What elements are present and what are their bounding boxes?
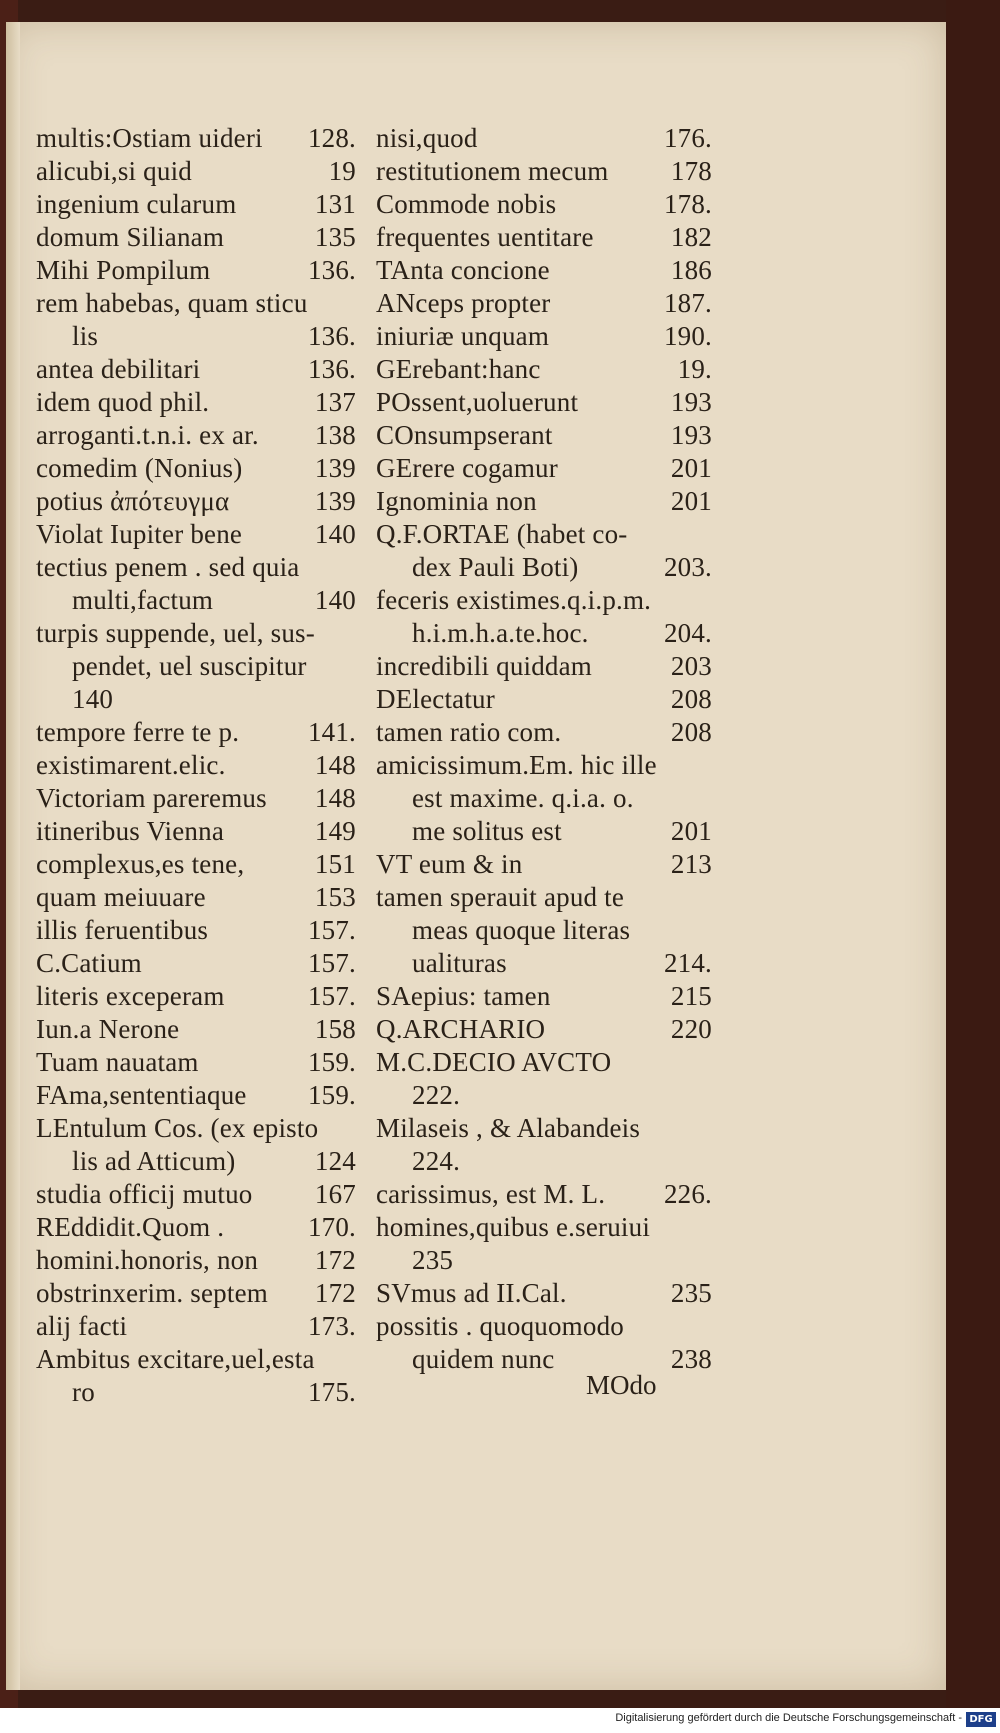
entry-text: Commode nobis (376, 189, 557, 219)
entry-text: TAnta concione (376, 255, 550, 285)
entry-page-number: 214. (663, 948, 712, 978)
entry-page-number: 19. (677, 354, 712, 384)
entry-text: itineribus Vienna (36, 816, 224, 846)
entry-text: quam meiuuare (36, 882, 206, 912)
index-entry (36, 386, 356, 419)
entry-page-number: 172 (314, 1245, 356, 1275)
entry-text: Mihi Pompilum (36, 255, 211, 285)
index-entry (36, 584, 356, 617)
index-entry (376, 716, 712, 749)
index-entry (36, 254, 356, 287)
entry-page-number: 153 (314, 882, 356, 912)
entry-text: ANceps propter (376, 288, 551, 318)
entry-text: tamen sperauit apud te (376, 882, 625, 912)
entry-text: SAepius: tamen (376, 981, 551, 1011)
entry-page-number: 193 (670, 387, 712, 417)
entry-page-number: 203. (663, 552, 712, 582)
entry-page-number: 201 (670, 486, 712, 516)
page-gutter (6, 22, 20, 1690)
index-entry (36, 518, 356, 551)
index-entry (36, 1211, 356, 1244)
index-entry (376, 1211, 712, 1244)
index-entry (36, 353, 356, 386)
index-entry (36, 1112, 356, 1145)
entry-text: LEntulum Cos. (ex episto (36, 1113, 319, 1143)
index-entry (376, 419, 712, 452)
entry-text: complexus,es tene, (36, 849, 245, 879)
entry-text: est maxime. q.i.a. o. (412, 783, 634, 813)
entry-text: domum Silianam (36, 222, 225, 252)
entry-page-number: 149 (314, 816, 356, 846)
index-entry (376, 485, 712, 518)
entry-text: amicissimum.Em. hic ille (376, 750, 657, 780)
entry-text: quidem nunc (412, 1344, 555, 1374)
entry-page-number: 157. (307, 948, 356, 978)
entry-page-number: 190. (663, 321, 712, 351)
entry-text: ro (72, 1377, 95, 1407)
entry-text: tamen ratio com. (376, 717, 562, 747)
entry-page-number: 148 (314, 750, 356, 780)
entry-page-number: 159. (307, 1080, 356, 1110)
index-entry (36, 221, 356, 254)
index-entry (376, 1079, 712, 1112)
entry-page-number: 140 (314, 585, 356, 615)
index-entry (376, 1277, 712, 1310)
entry-text: lis (72, 321, 99, 351)
entry-text: incredibili quiddam (376, 651, 593, 681)
entry-text: Q.ARCHARIO (376, 1014, 546, 1044)
entry-page-number: 172 (314, 1278, 356, 1308)
entry-page-number: 148 (314, 783, 356, 813)
index-entry (376, 980, 712, 1013)
index-entry (36, 1178, 356, 1211)
index-entry (376, 1145, 712, 1178)
index-entry (376, 1112, 712, 1145)
index-entry (36, 914, 356, 947)
entry-text: arroganti.t.n.i. ex ar. (36, 420, 259, 450)
entry-text: SVmus ad II.Cal. (376, 1278, 567, 1308)
entry-page-number: 215 (670, 981, 712, 1011)
entry-text: potius ἀπότευγμα (36, 486, 230, 516)
entry-text: nisi,quod (376, 123, 478, 153)
entry-page-number: 139 (314, 486, 356, 516)
index-entry (36, 485, 356, 518)
entry-text: restitutionem mecum (376, 156, 609, 186)
entry-text: illis feruentibus (36, 915, 209, 945)
entry-page-number: 19 (328, 156, 356, 186)
entry-page-number: 208 (670, 717, 712, 747)
entry-page-number: 238 (670, 1344, 712, 1374)
entry-text: alicubi,si quid (36, 156, 192, 186)
entry-text: alij facti (36, 1311, 128, 1341)
entry-text: obstrinxerim. septem (36, 1278, 268, 1308)
entry-text: lis ad Atticum) (72, 1146, 236, 1176)
index-entry (36, 1244, 356, 1277)
index-entry (376, 551, 712, 584)
entry-text: FAma,sententiaque (36, 1080, 247, 1110)
entry-page-number: 220 (670, 1014, 712, 1044)
entry-text: GErere cogamur (376, 453, 558, 483)
index-entry (36, 716, 356, 749)
entry-text: Iun.a Nerone (36, 1014, 180, 1044)
index-entry (376, 221, 712, 254)
entry-text: dex Pauli Boti) (412, 552, 579, 582)
entry-page-number: 157. (307, 981, 356, 1011)
entry-text: Violat Iupiter bene (36, 519, 243, 549)
entry-page-number: 226. (663, 1179, 712, 1209)
index-entry (36, 287, 356, 320)
entry-text: carissimus, est M. L. (376, 1179, 606, 1209)
entry-text: turpis suppende, uel, sus- (36, 618, 315, 648)
entry-page-number: 157. (307, 915, 356, 945)
index-column-left (36, 122, 356, 1409)
dfg-logo: DFG (966, 1712, 996, 1727)
index-entry (376, 1046, 712, 1079)
index-entry (36, 815, 356, 848)
entry-page-number: 201 (670, 453, 712, 483)
index-entry (36, 650, 356, 683)
entry-text: Victoriam pareremus (36, 783, 267, 813)
entry-page-number: 128. (307, 123, 356, 153)
index-entry (376, 155, 712, 188)
entry-page-number: 141. (307, 717, 356, 747)
index-entry (36, 1343, 356, 1376)
entry-text: homini.honoris, non (36, 1245, 259, 1275)
entry-text: multi,factum (72, 585, 214, 615)
entry-text: Ambitus excitare,uel,esta (36, 1344, 315, 1374)
entry-page-number: 159. (307, 1047, 356, 1077)
index-entry (376, 353, 712, 386)
entry-text: existimarent.elic. (36, 750, 226, 780)
entry-text: 235 (412, 1245, 454, 1275)
index-entry (376, 815, 712, 848)
entry-text: ualituras (412, 948, 507, 978)
entry-page-number: 167 (314, 1179, 356, 1209)
entry-text: literis exceperam (36, 981, 225, 1011)
entry-page-number: 131 (314, 189, 356, 219)
index-entry (36, 188, 356, 221)
entry-text: idem quod phil. (36, 387, 210, 417)
index-entry (36, 1277, 356, 1310)
index-entry (376, 683, 712, 716)
entry-text: h.i.m.h.a.te.hoc. (412, 618, 589, 648)
entry-text: me solitus est (412, 816, 562, 846)
index-entry (36, 419, 356, 452)
index-entry (376, 1310, 712, 1343)
index-entry (376, 617, 712, 650)
entry-text: M.C.DECIO AVCTO (376, 1047, 612, 1077)
entry-page-number: 136. (307, 321, 356, 351)
entry-text: feceris existimes.q.i.p.m. (376, 585, 652, 615)
scan-background-right (946, 0, 1000, 1733)
entry-page-number: 140 (314, 519, 356, 549)
index-entry (376, 320, 712, 353)
entry-page-number: 139 (314, 453, 356, 483)
entry-text: studia officij mutuo (36, 1179, 253, 1209)
index-entry (36, 980, 356, 1013)
entry-text: COnsumpserant (376, 420, 553, 450)
entry-text: possitis . quoquomodo (376, 1311, 624, 1341)
entry-page-number: 135 (314, 222, 356, 252)
entry-page-number: 178 (670, 156, 712, 186)
funding-note: Digitalisierung gefördert durch die Deutsche Forschungsgemeinschaft - (615, 1712, 962, 1724)
entry-page-number: 235 (670, 1278, 712, 1308)
index-entry (376, 881, 712, 914)
entry-text: frequentes uentitare (376, 222, 594, 252)
entry-text: tectius penem . sed quia (36, 552, 300, 582)
entry-text: multis:Ostiam uideri (36, 123, 263, 153)
index-entry (376, 914, 712, 947)
index-entry (36, 881, 356, 914)
index-entry (36, 947, 356, 980)
entry-text: DElectatur (376, 684, 495, 714)
entry-text: ingenium cularum (36, 189, 237, 219)
entry-text: GErebant:hanc (376, 354, 541, 384)
index-entry (376, 518, 712, 551)
entry-page-number: 124 (314, 1146, 356, 1176)
entry-page-number: 170. (307, 1212, 356, 1242)
entry-page-number: 175. (307, 1377, 356, 1407)
index-entry (376, 386, 712, 419)
index-entry (36, 1376, 356, 1409)
entry-page-number: 151 (314, 849, 356, 879)
entry-text: Tuam nauatam (36, 1047, 199, 1077)
footer-bar (0, 1708, 1000, 1733)
entry-text: antea debilitari (36, 354, 201, 384)
entry-page-number: 178. (663, 189, 712, 219)
index-entry (36, 551, 356, 584)
index-entry (376, 1244, 712, 1277)
index-entry (376, 1178, 712, 1211)
entry-text: meas quoque literas (412, 915, 631, 945)
index-entry (376, 452, 712, 485)
entry-page-number: 204. (663, 618, 712, 648)
index-entry (36, 1013, 356, 1046)
index-entry (376, 650, 712, 683)
entry-page-number: 182 (670, 222, 712, 252)
entry-page-number: 203 (670, 651, 712, 681)
entry-page-number: 208 (670, 684, 712, 714)
entry-text: tempore ferre te p. (36, 717, 240, 747)
index-entry (36, 848, 356, 881)
entry-page-number: 213 (670, 849, 712, 879)
entry-text: POssent,uoluerunt (376, 387, 579, 417)
index-entry (36, 452, 356, 485)
index-entry (376, 188, 712, 221)
entry-text: REddidit.Quom . (36, 1212, 225, 1242)
index-column-right (376, 122, 712, 1376)
catchword: MOdo (586, 1370, 657, 1400)
entry-page-number: 186 (670, 255, 712, 285)
entry-page-number: 193 (670, 420, 712, 450)
index-entry (376, 947, 712, 980)
entry-text: VT eum & in (376, 849, 523, 879)
index-entry (36, 617, 356, 650)
entry-text: rem habebas, quam sticu (36, 288, 308, 318)
entry-text: Milaseis , & Alabandeis (376, 1113, 641, 1143)
entry-page-number: 136. (307, 354, 356, 384)
index-entry (36, 1310, 356, 1343)
index-entry (376, 1013, 712, 1046)
index-entry (36, 782, 356, 815)
index-entry (376, 584, 712, 617)
index-entry (376, 782, 712, 815)
entry-page-number: 136. (307, 255, 356, 285)
entry-text: 222. (412, 1080, 461, 1110)
entry-page-number: 176. (663, 123, 712, 153)
index-entry (36, 749, 356, 782)
index-entry (36, 1079, 356, 1112)
index-entry (376, 287, 712, 320)
entry-page-number: 138 (314, 420, 356, 450)
entry-text: 224. (412, 1146, 461, 1176)
index-entry (376, 1343, 712, 1376)
entry-page-number: 137 (314, 387, 356, 417)
entry-text: iniuriæ unquam (376, 321, 550, 351)
index-entry (36, 1145, 356, 1178)
entry-text: Q.F.ORTAE (habet co- (376, 519, 628, 549)
index-entry (376, 254, 712, 287)
index-entry (36, 320, 356, 353)
entry-page-number: 187. (663, 288, 712, 318)
index-entry (36, 122, 356, 155)
index-entry (36, 155, 356, 188)
index-entry (376, 122, 712, 155)
index-entry (36, 683, 356, 716)
index-entry (376, 749, 712, 782)
entry-text: Ignominia non (376, 486, 537, 516)
entry-text: 140 (72, 684, 114, 714)
entry-text: comedim (Nonius) (36, 453, 243, 483)
entry-page-number: 201 (670, 816, 712, 846)
entry-text: C.Catium (36, 948, 142, 978)
entry-page-number: 158 (314, 1014, 356, 1044)
index-entry (376, 848, 712, 881)
entry-text: pendet, uel suscipitur (72, 651, 307, 681)
entry-page-number: 173. (307, 1311, 356, 1341)
index-entry (36, 1046, 356, 1079)
entry-text: homines,quibus e.seruiui (376, 1212, 651, 1242)
